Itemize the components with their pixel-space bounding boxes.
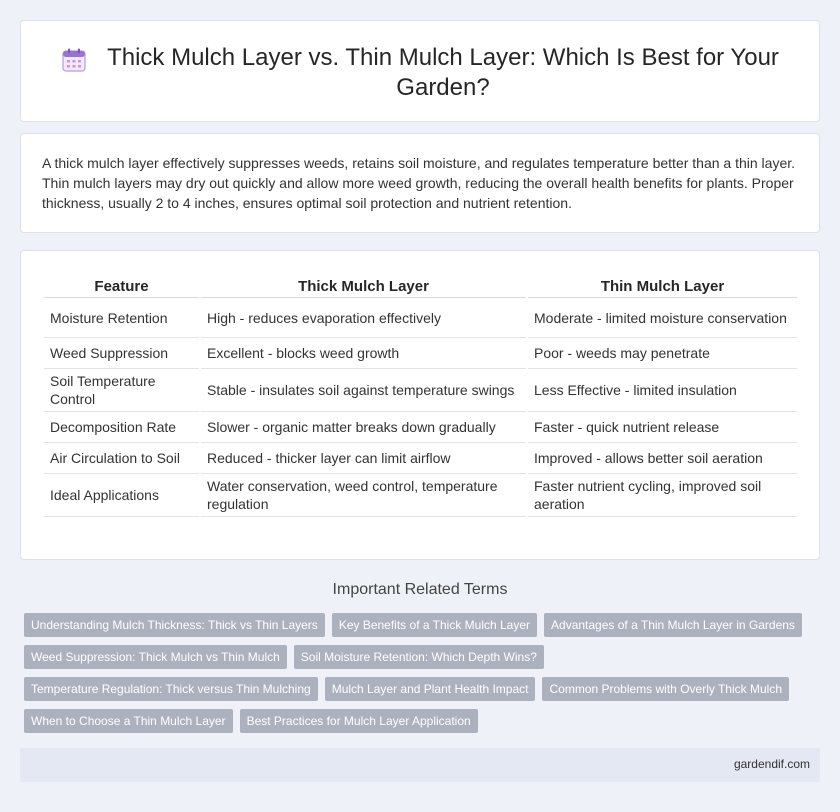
footer bbox=[20, 748, 820, 782]
table-row bbox=[44, 443, 797, 474]
comparison-table bbox=[42, 273, 799, 517]
summary-text: A thick mulch layer effectively suppresses weeds, retains soil moisture, and regulates temperature better than a thin layer. Thin mulch layers may dry out quickly and allow more weed growth, reducing the overall health benefits for plants. Proper thickness, usually 2 to 4 inches, ensures optimal soil protection and nutrient retention. bbox=[42, 155, 796, 211]
calendar-icon bbox=[61, 47, 87, 73]
table-cell: Ideal Applications bbox=[44, 474, 199, 517]
related-term-tag[interactable]: Mulch Layer and Plant Health Impact bbox=[325, 677, 536, 701]
table-row bbox=[44, 338, 797, 369]
table-cell: Less Effective - limited insulation bbox=[528, 369, 797, 412]
table-row bbox=[44, 474, 797, 517]
table-cell: Excellent - blocks weed growth bbox=[201, 338, 526, 369]
table-cell: Soil Temperature Control bbox=[44, 369, 199, 412]
footer-site-link[interactable]: gardendif.com bbox=[733, 757, 810, 771]
table-cell: Poor - weeds may penetrate bbox=[528, 338, 797, 369]
table-cell: Air Circulation to Soil bbox=[44, 443, 199, 474]
table-cell: Moisture Retention bbox=[44, 298, 199, 338]
table-row bbox=[44, 298, 797, 338]
related-term-tag[interactable]: When to Choose a Thin Mulch Layer bbox=[24, 709, 233, 733]
table-cell: Decomposition Rate bbox=[44, 412, 199, 443]
related-terms-list bbox=[24, 613, 824, 733]
table-cell: Improved - allows better soil aeration bbox=[528, 443, 797, 474]
table-cell: Slower - organic matter breaks down gradually bbox=[201, 412, 526, 443]
table-cell: High - reduces evaporation effectively bbox=[201, 298, 526, 338]
table-cell: Water conservation, weed control, temperature regulation bbox=[201, 474, 526, 517]
summary-card bbox=[20, 133, 820, 233]
related-terms-heading: Important Related Terms bbox=[332, 581, 508, 598]
comparison-table-card bbox=[20, 250, 820, 560]
related-term-tag[interactable]: Key Benefits of a Thick Mulch Layer bbox=[332, 613, 537, 637]
table-cell: Weed Suppression bbox=[44, 338, 199, 369]
related-term-tag[interactable]: Weed Suppression: Thick Mulch vs Thin Mulch bbox=[24, 645, 287, 669]
related-term-tag[interactable]: Temperature Regulation: Thick versus Thin Mulching bbox=[24, 677, 318, 701]
related-term-tag[interactable]: Soil Moisture Retention: Which Depth Wins? bbox=[294, 645, 544, 669]
column-header-thick: Thick Mulch Layer bbox=[201, 273, 526, 298]
column-header-feature: Feature bbox=[44, 273, 199, 298]
table-cell: Faster nutrient cycling, improved soil aeration bbox=[528, 474, 797, 517]
column-header-thin: Thin Mulch Layer bbox=[528, 273, 797, 298]
table-cell: Faster - quick nutrient release bbox=[528, 412, 797, 443]
related-term-tag[interactable]: Advantages of a Thin Mulch Layer in Gardens bbox=[544, 613, 802, 637]
table-cell: Stable - insulates soil against temperature swings bbox=[201, 369, 526, 412]
table-cell: Reduced - thicker layer can limit airflow bbox=[201, 443, 526, 474]
title-card bbox=[20, 20, 820, 122]
page-title: Thick Mulch Layer vs. Thin Mulch Layer: Which Is Best for Your Garden? bbox=[107, 44, 779, 101]
related-term-tag[interactable]: Best Practices for Mulch Layer Application bbox=[240, 709, 478, 733]
table-row bbox=[44, 412, 797, 443]
related-term-tag[interactable]: Common Problems with Overly Thick Mulch bbox=[542, 677, 789, 701]
table-cell: Moderate - limited moisture conservation bbox=[528, 298, 797, 338]
table-header-row bbox=[44, 273, 797, 298]
related-term-tag[interactable]: Understanding Mulch Thickness: Thick vs Thin Layers bbox=[24, 613, 325, 637]
table-row bbox=[44, 369, 797, 412]
